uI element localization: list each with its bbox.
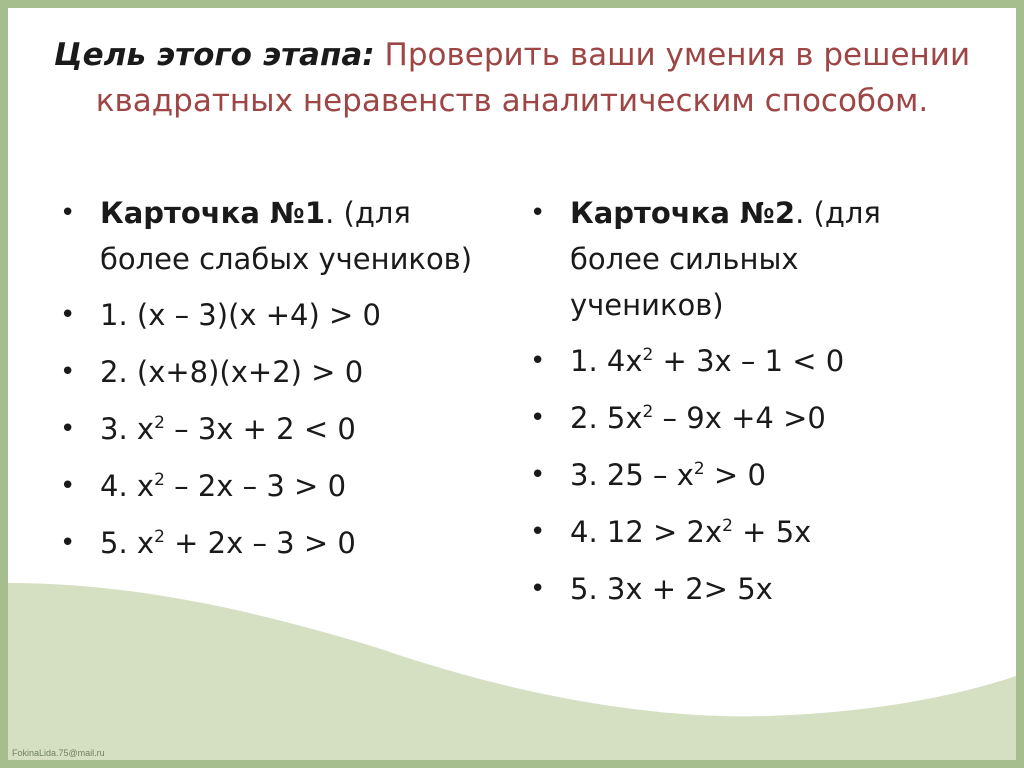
card-1-column bbox=[60, 190, 480, 577]
exponent: 2 bbox=[693, 459, 705, 479]
expression-text: 4. x bbox=[100, 469, 155, 503]
card-1-title: Карточка №1 bbox=[100, 196, 326, 230]
card-1-heading bbox=[60, 190, 480, 282]
title-text: Проверить ваши умения в решении квадратных неравенств аналитическим способом. bbox=[95, 37, 971, 119]
expression-text: 5. 3x + 2> 5x bbox=[570, 572, 773, 606]
exponent: 2 bbox=[722, 516, 733, 536]
card-2-column bbox=[530, 190, 950, 623]
title-lead: Цель этого этапа: bbox=[53, 37, 375, 73]
expression-text: – 3x + 2 < 0 bbox=[164, 412, 356, 446]
inequality-item bbox=[530, 452, 950, 498]
expression-text: + 2x – 3 > 0 bbox=[164, 526, 356, 560]
inequality-item bbox=[60, 292, 480, 338]
exponent: 2 bbox=[154, 527, 165, 547]
inequality-item bbox=[530, 338, 950, 384]
inequality-item bbox=[60, 406, 480, 452]
card-2-list bbox=[530, 338, 950, 612]
expression-text: 3. x bbox=[100, 412, 155, 446]
expression-text: 2. (x+8)(x+2) > 0 bbox=[100, 355, 364, 389]
inequality-item bbox=[530, 566, 950, 612]
expression-text: 1. 4x bbox=[570, 344, 643, 378]
inequality-item bbox=[60, 520, 480, 566]
expression-text: 2. 5x bbox=[570, 401, 643, 435]
inequality-item bbox=[60, 463, 480, 509]
expression-text: 1. (x – 3)(x +4) > 0 bbox=[100, 298, 382, 332]
slide bbox=[8, 8, 1016, 760]
card-2-title: Карточка №2 bbox=[570, 196, 796, 230]
expression-text: + 3x – 1 < 0 bbox=[653, 344, 845, 378]
expression-text: > 0 bbox=[704, 458, 766, 492]
card-2-heading bbox=[530, 190, 950, 328]
slide-title bbox=[38, 32, 986, 124]
exponent: 2 bbox=[642, 345, 654, 365]
expression-text: – 2x – 3 > 0 bbox=[164, 469, 347, 503]
author-email: FokinaLida.75@mail.ru bbox=[12, 748, 105, 758]
card-1-subtitle: . (для более слабых учеников) bbox=[100, 196, 473, 276]
expression-text: 5. x bbox=[100, 526, 155, 560]
expression-text: 4. 12 > 2x bbox=[570, 515, 723, 549]
inequality-item bbox=[530, 509, 950, 555]
card-2-subtitle: . (для более сильных учеников) bbox=[570, 196, 881, 322]
exponent: 2 bbox=[154, 413, 165, 433]
expression-text: – 9x +4 >0 bbox=[653, 401, 826, 435]
expression-text: 3. 25 – x bbox=[570, 458, 694, 492]
inequality-item bbox=[60, 349, 480, 395]
expression-text: + 5x bbox=[732, 515, 812, 549]
exponent: 2 bbox=[642, 402, 654, 422]
exponent: 2 bbox=[154, 470, 165, 490]
card-1-list bbox=[60, 292, 480, 566]
inequality-item bbox=[530, 395, 950, 441]
